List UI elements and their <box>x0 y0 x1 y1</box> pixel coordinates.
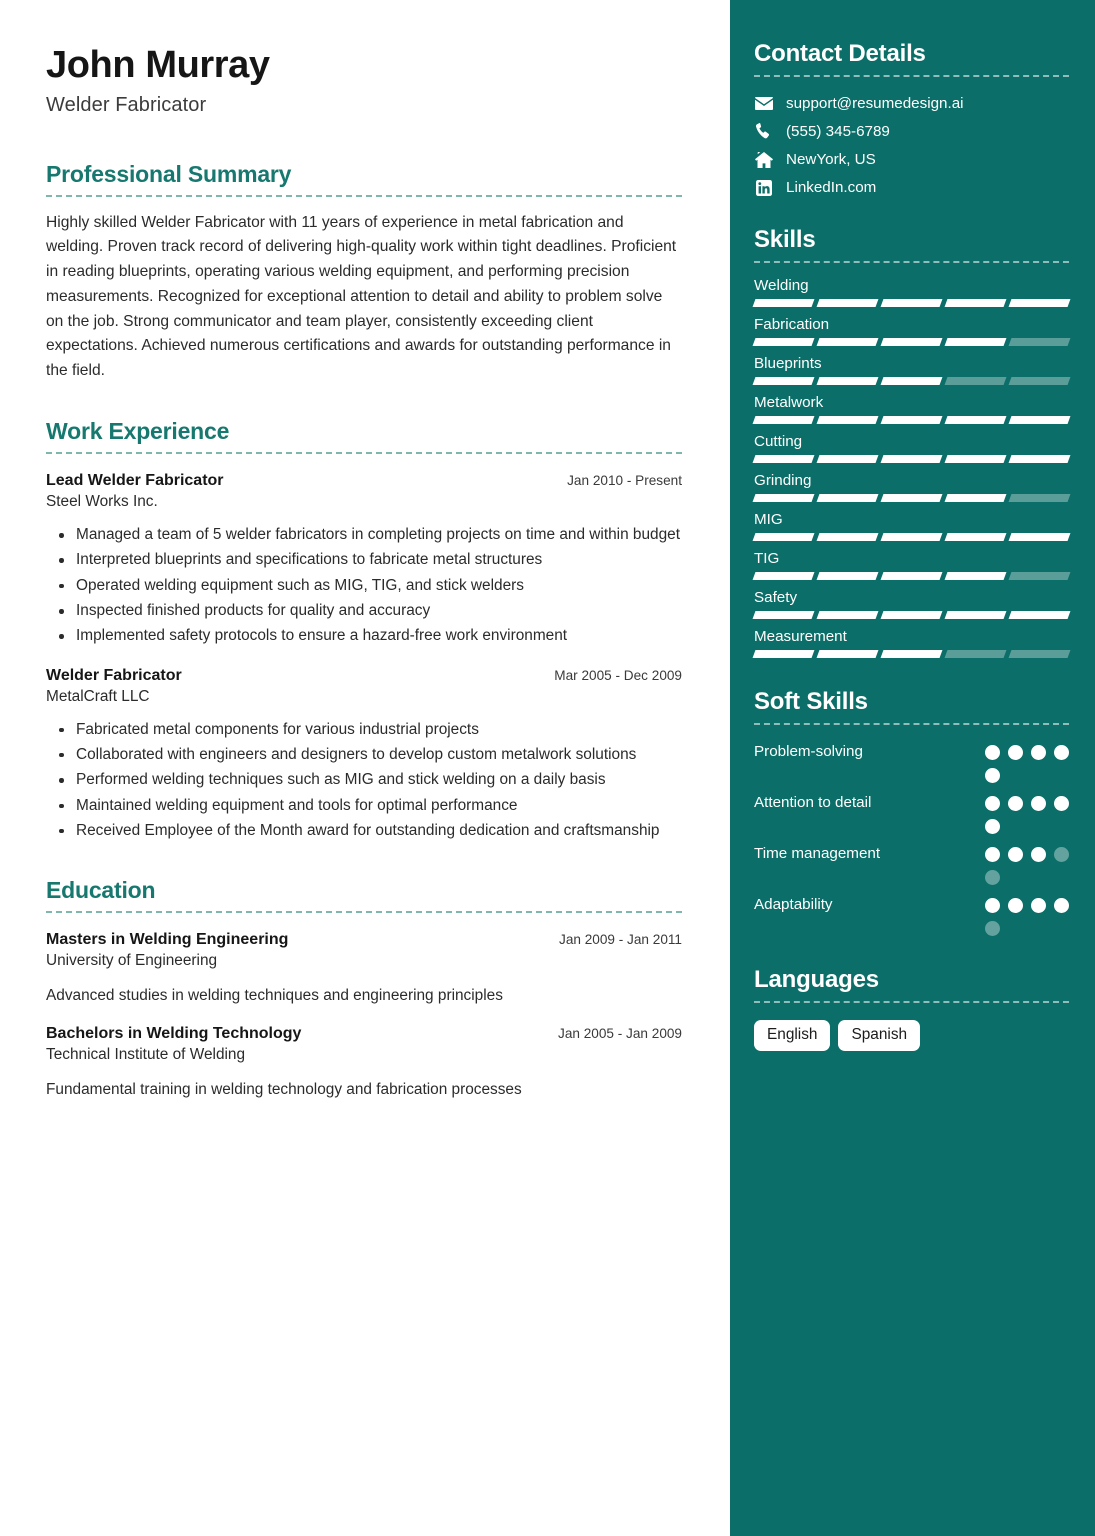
section-title-contact: Contact Details <box>754 40 926 67</box>
work-entry-bullets <box>46 718 682 844</box>
rating-dot <box>985 745 1000 760</box>
skill-item <box>754 589 1069 619</box>
skill-level-segment <box>1009 611 1071 619</box>
skill-level-segment <box>817 572 879 580</box>
bullet-item: Interpreted blueprints and specifications to fabricate metal structures <box>76 548 682 572</box>
sidebar <box>730 0 1095 1536</box>
skill-level-segment <box>945 494 1007 502</box>
section-title-soft-skills: Soft Skills <box>754 688 868 715</box>
skill-level-segment <box>945 338 1007 346</box>
education-entry <box>46 1025 682 1101</box>
divider <box>754 723 1069 725</box>
soft-skill-rating <box>985 843 1069 885</box>
skill-level-segment <box>753 455 815 463</box>
soft-skill-name: Problem-solving <box>754 743 863 760</box>
soft-skill-name: Adaptability <box>754 896 833 913</box>
rating-dot <box>985 796 1000 811</box>
skill-name: Measurement <box>754 628 847 645</box>
skill-level-segment <box>945 572 1007 580</box>
soft-skill-name: Attention to detail <box>754 794 872 811</box>
skill-level-bar <box>754 416 1069 424</box>
skill-level-segment <box>1009 533 1071 541</box>
rating-dot <box>1031 745 1046 760</box>
skill-level-segment <box>753 299 815 307</box>
education-entry-institution: University of Engineering <box>46 952 218 970</box>
skill-name: MIG <box>754 511 783 528</box>
skill-item <box>754 277 1069 307</box>
rating-dot <box>985 819 1000 834</box>
soft-skill-item <box>754 894 1069 936</box>
section-soft-skills <box>754 688 1069 936</box>
skill-level-segment <box>753 572 815 580</box>
education-entry-date: Jan 2009 - Jan 2011 <box>559 932 682 948</box>
education-entry-description: Advanced studies in welding techniques and engineering principles <box>46 987 503 1005</box>
skill-level-segment <box>945 611 1007 619</box>
bullet-item: Received Employee of the Month award for outstanding dedication and craftsmanship <box>76 819 682 843</box>
skill-level-segment <box>945 455 1007 463</box>
skill-level-segment <box>881 533 943 541</box>
divider <box>46 452 682 454</box>
contact-row[interactable] <box>754 179 1069 196</box>
work-entry-date: Jan 2010 - Present <box>567 473 682 489</box>
skill-level-segment <box>1009 338 1071 346</box>
soft-skill-item <box>754 741 1069 783</box>
rating-dot <box>985 847 1000 862</box>
bullet-item: Managed a team of 5 welder fabricators in completing projects on time and within budget <box>76 523 682 547</box>
education-entry-degree: Bachelors in Welding Technology <box>46 1025 302 1043</box>
skill-level-segment <box>817 299 879 307</box>
soft-skill-rating <box>985 792 1069 834</box>
language-chip: English <box>754 1020 830 1051</box>
skill-level-segment <box>753 494 815 502</box>
skill-level-segment <box>945 650 1007 658</box>
skill-level-segment <box>881 377 943 385</box>
skill-item <box>754 472 1069 502</box>
section-title-skills: Skills <box>754 226 816 253</box>
work-entry <box>46 472 682 649</box>
skill-level-segment <box>817 650 879 658</box>
section-skills <box>754 226 1069 658</box>
work-entry-bullets <box>46 523 682 649</box>
rating-dot <box>1008 745 1023 760</box>
skill-name: Blueprints <box>754 355 822 372</box>
rating-dot <box>1008 796 1023 811</box>
section-title-languages: Languages <box>754 966 879 993</box>
rating-dot <box>1031 847 1046 862</box>
contact-value: (555) 345-6789 <box>786 123 890 140</box>
soft-skills-list <box>754 741 1069 936</box>
section-work-experience <box>46 418 682 843</box>
skill-item <box>754 355 1069 385</box>
section-contact-details <box>754 40 1069 196</box>
work-entry <box>46 667 682 844</box>
skill-level-bar <box>754 377 1069 385</box>
skill-item <box>754 394 1069 424</box>
skill-name: TIG <box>754 550 780 567</box>
divider <box>46 911 682 913</box>
skill-item <box>754 433 1069 463</box>
rating-dot <box>1008 898 1023 913</box>
skill-level-segment <box>753 338 815 346</box>
skill-level-segment <box>881 299 943 307</box>
work-entry-header <box>46 472 682 490</box>
rating-dot <box>1008 847 1023 862</box>
phone-icon <box>754 123 773 140</box>
skill-level-segment <box>817 611 879 619</box>
contact-value: LinkedIn.com <box>786 179 877 196</box>
divider <box>754 261 1069 263</box>
work-entry-list <box>46 472 682 843</box>
skill-level-segment <box>1009 572 1071 580</box>
rating-dot <box>985 870 1000 885</box>
skill-level-segment <box>881 416 943 424</box>
skill-level-segment <box>881 572 943 580</box>
skill-name: Grinding <box>754 472 812 489</box>
skill-level-segment <box>753 650 815 658</box>
skill-name: Metalwork <box>754 394 824 411</box>
skill-level-segment <box>1009 494 1071 502</box>
skill-level-segment <box>881 611 943 619</box>
bullet-item: Operated welding equipment such as MIG, TIG, and stick welders <box>76 574 682 598</box>
rating-dot <box>985 898 1000 913</box>
bullet-item: Fabricated metal components for various industrial projects <box>76 718 682 742</box>
divider <box>46 195 682 197</box>
skill-item <box>754 511 1069 541</box>
skill-level-segment <box>945 377 1007 385</box>
summary-text: Highly skilled Welder Fabricator with 11 years of experience in metal fabrication and welding. Proven track record of delivering high-quality work within tight deadlines. Proficient in reading blueprints, operating various welding equipment, and performing precision measurements. Recognized for exceptional attention to detail and ability to problem solve on the job. Strong communicator and team player, consistently exceeding client expectations. Achieved numerous certifications and awards for outstanding performance in the field. <box>46 213 677 380</box>
contact-value: support@resumedesign.ai <box>786 95 964 112</box>
rating-dot <box>1031 898 1046 913</box>
skill-level-segment <box>1009 416 1071 424</box>
bullet-item: Implemented safety protocols to ensure a hazard-free work environment <box>76 624 682 648</box>
skill-name: Safety <box>754 589 798 606</box>
language-chip: Spanish <box>838 1020 920 1051</box>
skill-item <box>754 550 1069 580</box>
skill-level-bar <box>754 455 1069 463</box>
rating-dot <box>1054 898 1069 913</box>
section-title-work: Work Experience <box>46 418 230 445</box>
work-entry-organization: MetalCraft LLC <box>46 687 150 705</box>
bullet-item: Inspected finished products for quality and accuracy <box>76 599 682 623</box>
contact-row[interactable] <box>754 151 1069 168</box>
contact-value: NewYork, US <box>786 151 876 168</box>
work-entry-title: Lead Welder Fabricator <box>46 472 224 490</box>
bullet-item: Maintained welding equipment and tools for optimal performance <box>76 794 682 818</box>
skills-list <box>754 277 1069 658</box>
skill-level-segment <box>945 533 1007 541</box>
section-title-summary: Professional Summary <box>46 160 292 187</box>
skill-level-bar <box>754 572 1069 580</box>
soft-skill-item <box>754 792 1069 834</box>
candidate-name: John Murray <box>46 44 270 86</box>
skill-level-bar <box>754 533 1069 541</box>
soft-skill-item <box>754 843 1069 885</box>
skill-level-bar <box>754 338 1069 346</box>
education-entry-header <box>46 1025 682 1043</box>
work-entry-date: Mar 2005 - Dec 2009 <box>554 667 682 683</box>
languages-list <box>754 1020 1069 1051</box>
work-entry-header <box>46 667 682 685</box>
rating-dot <box>1054 847 1069 862</box>
skill-level-segment <box>945 416 1007 424</box>
skill-level-bar <box>754 650 1069 658</box>
skill-level-bar <box>754 611 1069 619</box>
bullet-item: Collaborated with engineers and designers to develop custom metalwork solutions <box>76 743 682 767</box>
work-entry-title: Welder Fabricator <box>46 666 182 684</box>
skill-level-segment <box>881 455 943 463</box>
envelope-icon <box>754 95 773 112</box>
skill-level-segment <box>1009 455 1071 463</box>
skill-level-segment <box>881 494 943 502</box>
candidate-job-title: Welder Fabricator <box>46 93 207 116</box>
section-title-education: Education <box>46 877 156 904</box>
skill-level-segment <box>817 377 879 385</box>
contact-row[interactable] <box>754 95 1069 112</box>
home-icon <box>754 151 773 168</box>
skill-level-bar <box>754 494 1069 502</box>
section-education <box>46 877 682 1101</box>
section-languages <box>754 966 1069 1051</box>
soft-skill-rating <box>985 741 1069 783</box>
education-entry-degree: Masters in Welding Engineering <box>46 931 289 949</box>
skill-name: Cutting <box>754 433 803 450</box>
skill-item <box>754 628 1069 658</box>
education-entry-description: Fundamental training in welding technology and fabrication processes <box>46 1081 522 1099</box>
linkedin-icon <box>754 179 773 196</box>
education-entry <box>46 931 682 1007</box>
divider <box>754 75 1069 77</box>
skill-item <box>754 316 1069 346</box>
section-professional-summary <box>46 161 682 384</box>
rating-dot <box>1031 796 1046 811</box>
skill-level-segment <box>817 533 879 541</box>
education-entry-header <box>46 931 682 949</box>
rating-dot <box>1054 745 1069 760</box>
skill-level-segment <box>1009 650 1071 658</box>
skill-level-segment <box>1009 299 1071 307</box>
skill-level-segment <box>817 455 879 463</box>
rating-dot <box>985 921 1000 936</box>
skill-level-segment <box>753 416 815 424</box>
skill-level-segment <box>817 494 879 502</box>
skill-level-segment <box>753 533 815 541</box>
header-block <box>46 44 682 117</box>
rating-dot <box>1054 796 1069 811</box>
skill-level-bar <box>754 299 1069 307</box>
education-entry-date: Jan 2005 - Jan 2009 <box>558 1026 682 1042</box>
education-entry-institution: Technical Institute of Welding <box>46 1046 246 1064</box>
contact-list <box>754 95 1069 196</box>
skill-level-segment <box>753 611 815 619</box>
bullet-item: Performed welding techniques such as MIG and stick welding on a daily basis <box>76 768 682 792</box>
skill-level-segment <box>881 338 943 346</box>
skill-level-segment <box>753 377 815 385</box>
education-entry-list <box>46 931 682 1101</box>
skill-level-segment <box>1009 377 1071 385</box>
skill-name: Welding <box>754 277 809 294</box>
contact-row[interactable] <box>754 123 1069 140</box>
soft-skill-rating <box>985 894 1069 936</box>
skill-level-segment <box>945 299 1007 307</box>
work-entry-organization: Steel Works Inc. <box>46 493 158 511</box>
soft-skill-name: Time management <box>754 845 881 862</box>
divider <box>754 1001 1069 1003</box>
skill-level-segment <box>817 338 879 346</box>
skill-name: Fabrication <box>754 316 830 333</box>
skill-level-segment <box>881 650 943 658</box>
rating-dot <box>985 768 1000 783</box>
skill-level-segment <box>817 416 879 424</box>
